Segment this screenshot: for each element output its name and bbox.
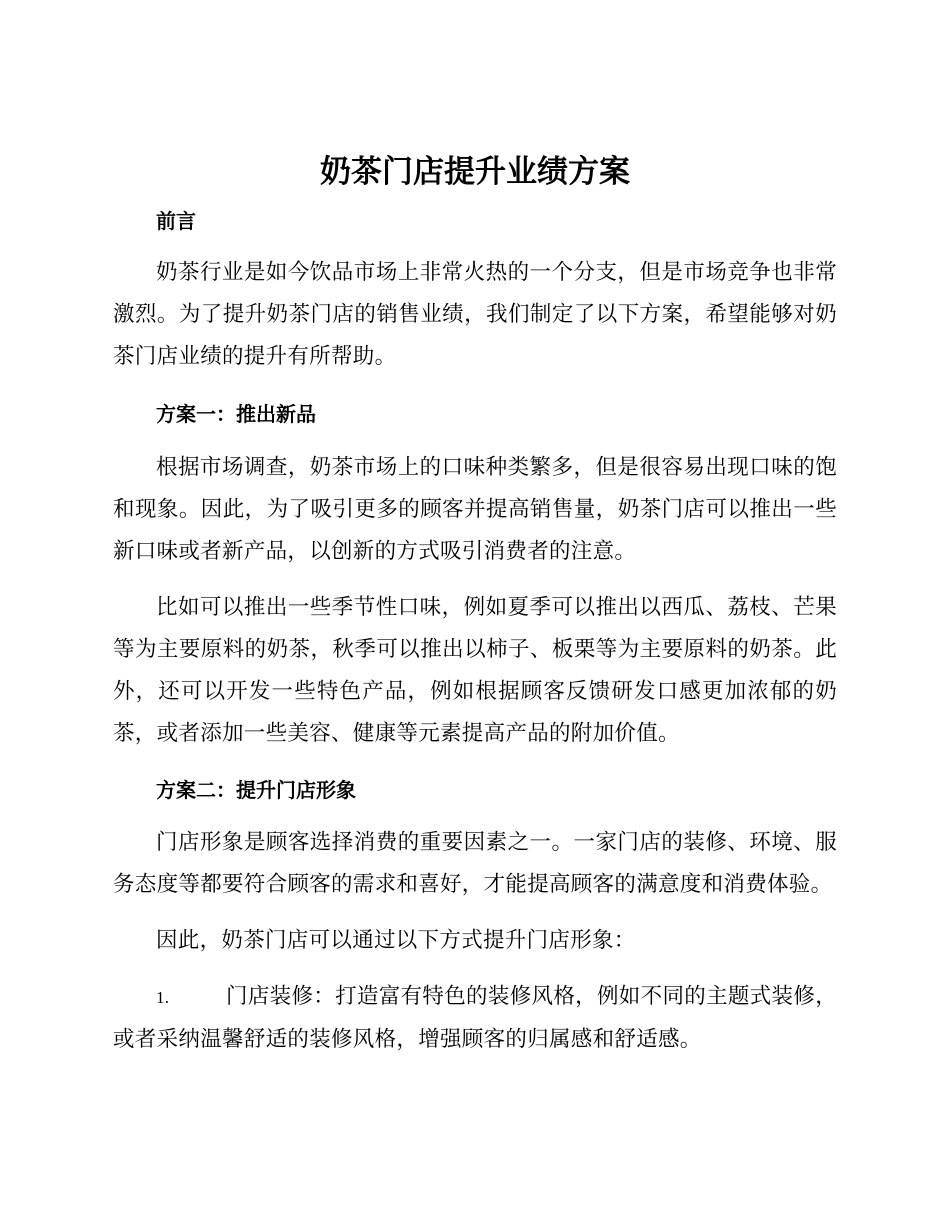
plan1-paragraph-1: 根据市场调查，奶茶市场上的口味种类繁多，但是很容易出现口味的饱和现象。因此，为了吸引更多的顾客并提高销售量，奶茶门店可以推出一些新口味或者新产品，以创新的方式吸引消费者的注意。 bbox=[113, 455, 837, 564]
plan1-paragraph-2: 比如可以推出一些季节性口味，例如夏季可以推出以西瓜、荔枝、芒果等为主要原料的奶茶，秋季可以推出以柿子、板栗等为主要原料的奶茶。此外，还可以开发一些特色产品，例如根据顾客反馈研发口感更加浓郁的奶茶，或者添加一些美容、健康等元素提高产品的附加价值。 bbox=[113, 595, 837, 746]
plan2-paragraph-1: 门店形象是顾客选择消费的重要因素之一。一家门店的装修、环境、服务态度等都要符合顾客的需求和喜好，才能提高顾客的满意度和消费体验。 bbox=[113, 830, 837, 897]
document-title: 奶茶门店提升业绩方案 bbox=[320, 154, 630, 190]
plan2-heading: 方案二：提升门店形象 bbox=[156, 778, 356, 802]
list-item bbox=[113, 976, 837, 1061]
preface-paragraph: 奶茶行业是如今饮品市场上非常火热的一个分支，但是市场竞争也非常激烈。为了提升奶茶门店的销售业绩，我们制定了以下方案，希望能够对奶茶门店业绩的提升有所帮助。 bbox=[113, 260, 837, 369]
plan1-heading: 方案一：推出新品 bbox=[156, 402, 316, 426]
preface-heading: 前言 bbox=[156, 209, 196, 233]
list-item-number: 1. bbox=[156, 988, 170, 1007]
list-item-text: 门店装修：打造富有特色的装修风格，例如不同的主题式装修，或者采纳温馨舒适的装修风格，增强顾客的归属感和舒适感。 bbox=[113, 984, 837, 1052]
plan2-paragraph-2: 因此，奶茶门店可以通过以下方式提升门店形象： bbox=[156, 928, 636, 953]
